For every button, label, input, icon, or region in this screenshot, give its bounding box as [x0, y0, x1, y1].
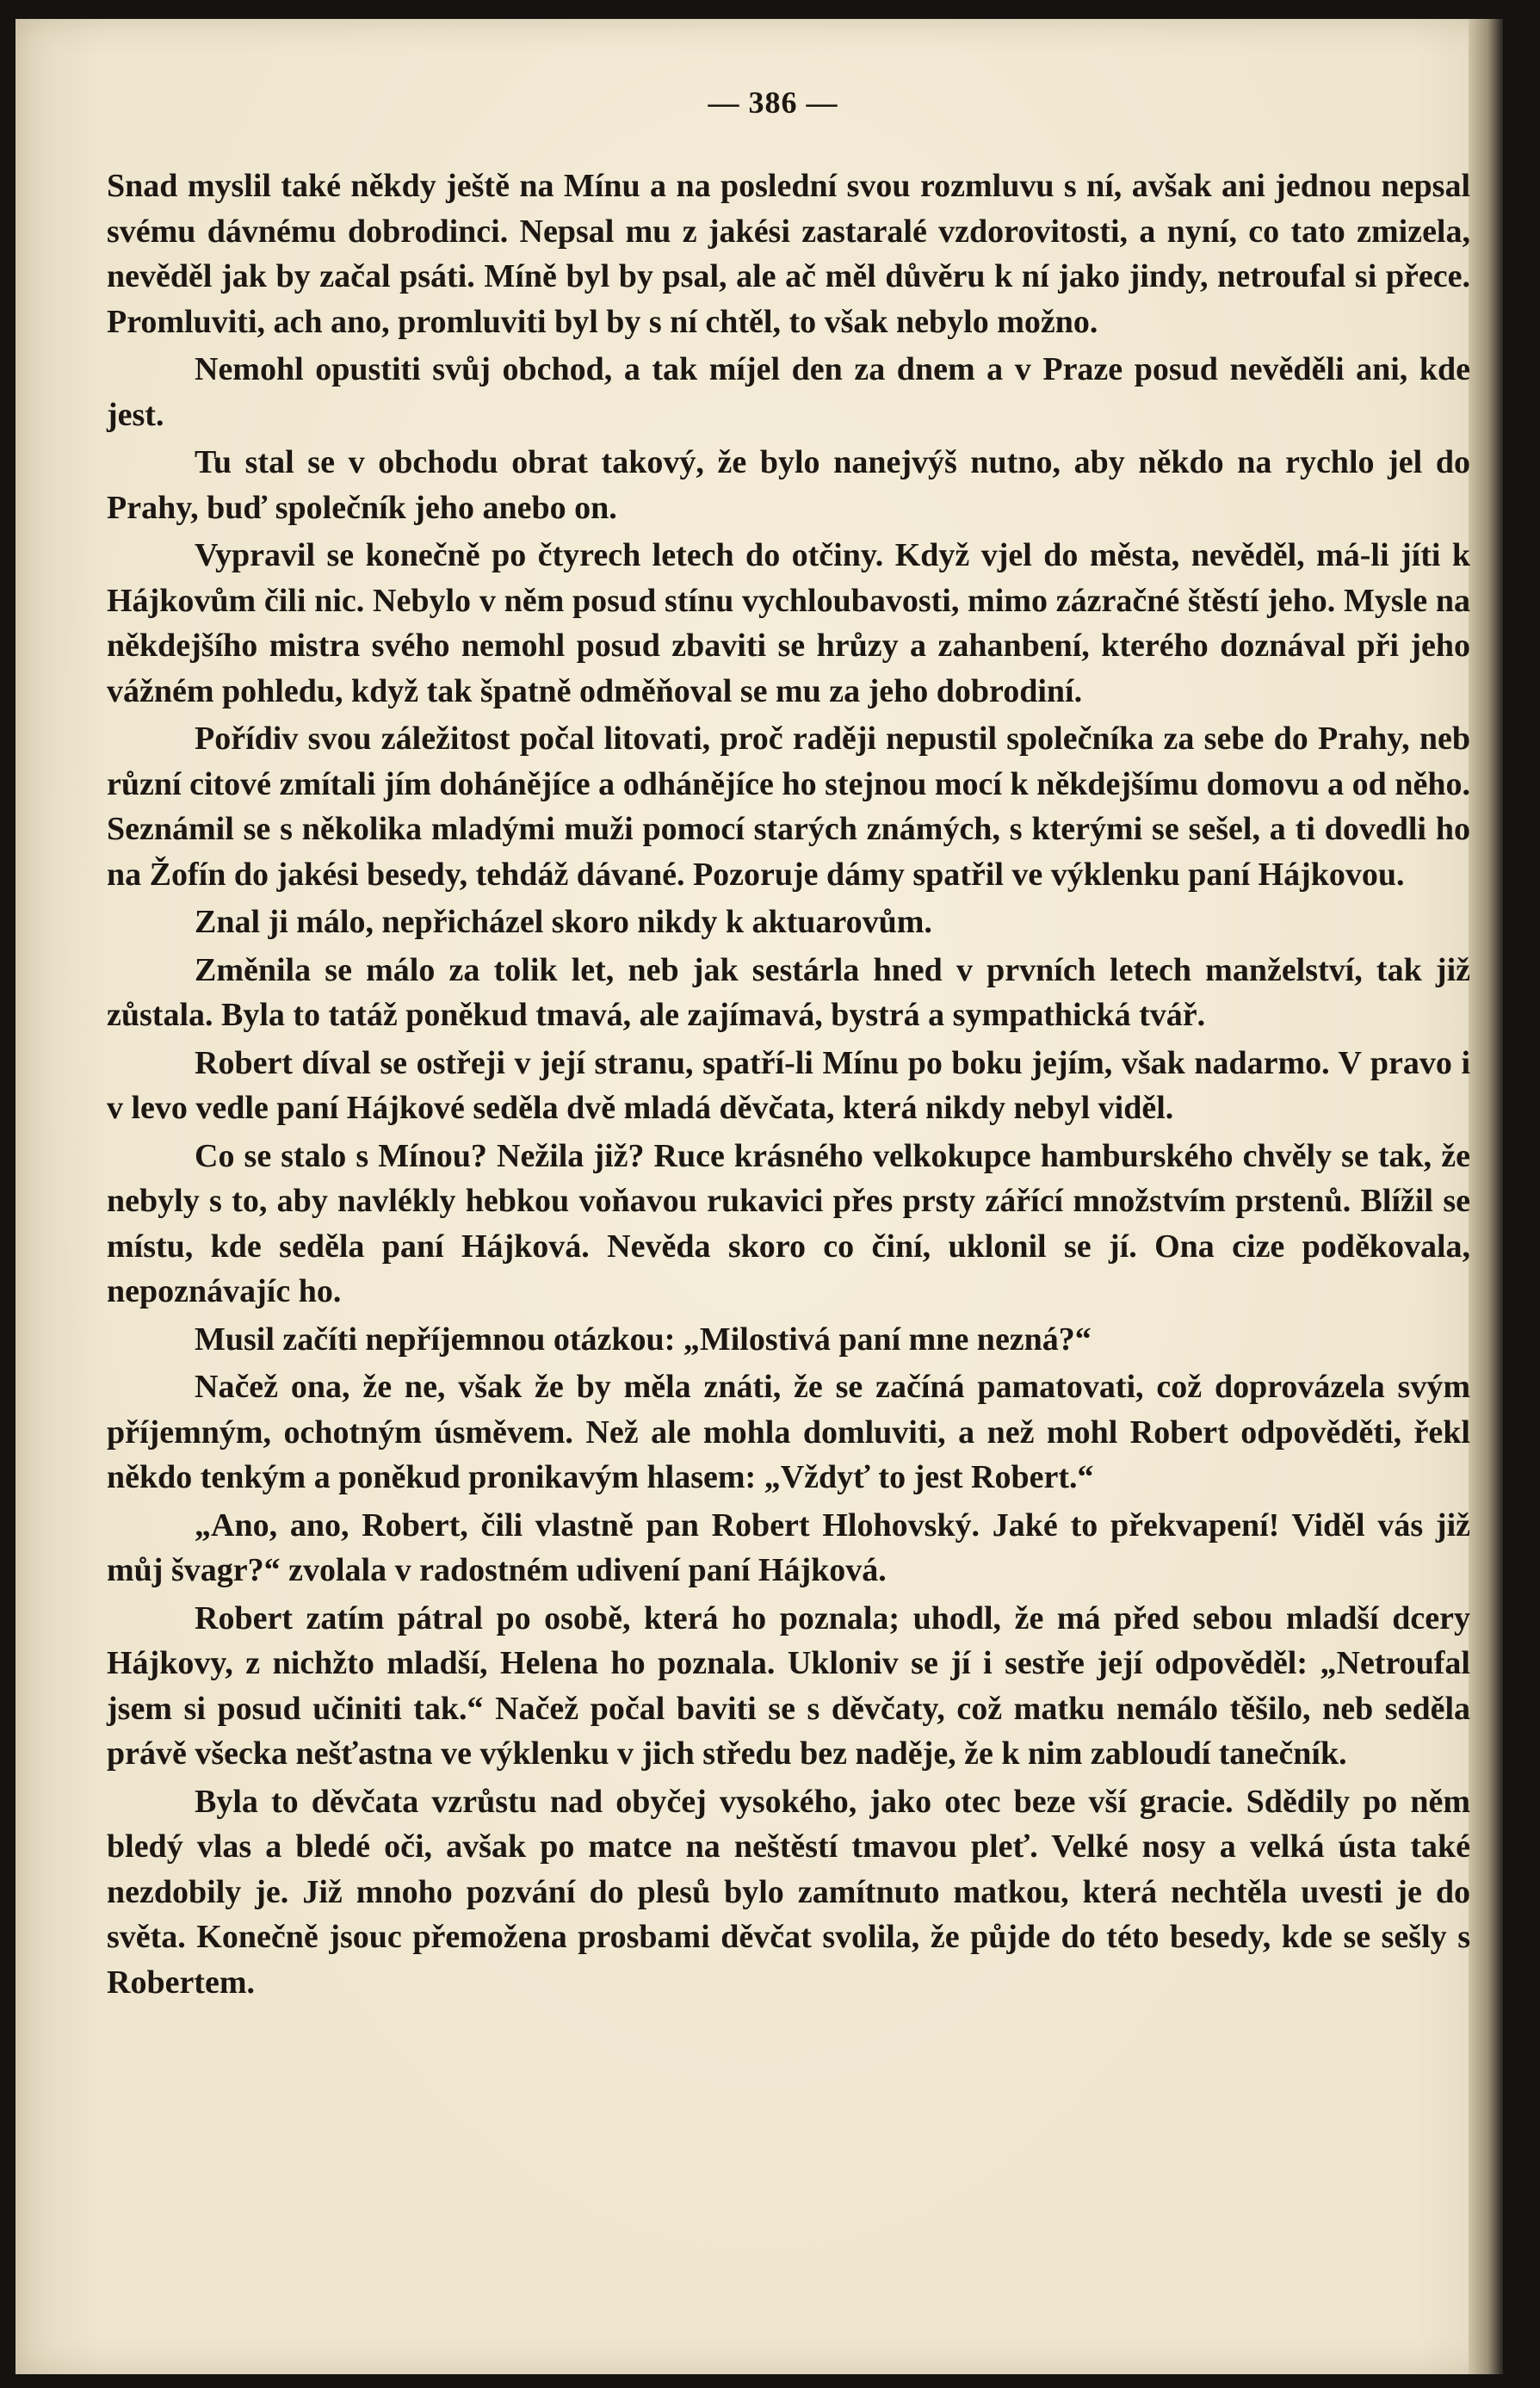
paragraph: Robert díval se ostřeji v její stranu, spatří-li Mínu po boku jejím, však nadarmo. V pravo i v levo vedle paní Hájkové seděla dvě mladá děvčata, která nikdy nebyl viděl.	[107, 1044, 1470, 1126]
paragraph: „Ano, ano, Robert, čili vlastně pan Robert Hlohovský. Jaké to překvapení! Viděl vás již můj švagr?“ zvolala v radostném udivení paní Hájková.	[107, 1506, 1470, 1588]
paragraph: Tu stal se v obchodu obrat takový, že bylo nanejvýš nutno, aby někdo na rychlo jel do Prahy, buď společník jeho anebo on.	[107, 444, 1470, 526]
body-text	[107, 164, 1470, 2008]
paragraph: Načež ona, že ne, však že by měla znáti, že se začíná pamatovati, což doprovázela svým příjemným, ochotným úsměvem. Než ale mohla domluviti, a než mohl Robert odpověděti, řekl někdo tenkým a poněkud pronikavým hlasem: „Vždyť to jest Robert.“	[107, 1369, 1470, 1495]
paragraph: Vypravil se konečně po čtyrech letech do otčiny. Když vjel do města, nevěděl, má-li jíti k Hájkovům čili nic. Nebylo v něm posud stínu vychloubavosti, mimo zázračné štěstí jeho. Mysle na někdejšího mistra svého nemohl posud zbaviti se hrůzy a zahanbení, kterého doznával při jeho vážném pohledu, když tak špatně odměňoval se mu za jeho dobrodiní.	[107, 537, 1470, 709]
page-edge-shadow	[1469, 19, 1503, 2374]
paragraph: Byla to děvčata vzrůstu nad obyčej vysokého, jako otec beze vší gracie. Sdědily po něm bledý vlas a bledé oči, avšak po matce na neštěstí tmavou pleť. Velké nosy a velká ústa také nezdobily je. Již mnoho pozvání do plesů bylo zamítnuto matkou, která nechtěla uvesti je do světa. Konečně jsouc přemožena prosbami děvčat svolila, že půjde do této besedy, kde se sešly s Robertem.	[107, 1783, 1470, 2001]
paragraph: Pořídiv svou záležitost počal litovati, proč raději nepustil společníka za sebe do Prahy, neb různí citové zmítali jím dohánějíce a odhánějíce ho stejnou mocí k někdejšímu domovu a od něho. Seznámil se s několika mladými muži pomocí starých známých, s kterými se sešel, a ti dovedli ho na Žofín do jakési besedy, tehdáž dávané. Pozoruje dámy spatřil ve výklenku paní Hájkovou.	[107, 721, 1470, 893]
book-page	[15, 19, 1503, 2374]
paragraph: Co se stalo s Mínou? Nežila již? Ruce krásného velkokupce hamburského chvěly se tak, že nebyly s to, aby navlékly hebkou voňavou rukavici přes prsty zářící množstvím prstenů. Blížil se místu, kde seděla paní Hájková. Nevěda skoro co činí, uklonil se jí. Ona cize poděkovala, nepoznávajíc ho.	[107, 1137, 1470, 1309]
paragraph: Robert zatím pátral po osobě, která ho poznala; uhodl, že má před sebou mladší dcery Hájkovy, z nichžto mladší, Helena ho poznala. Ukloniv se jí i sestře její odpověděl: „Netroufal jsem si posud učiniti tak.“ Načež počal baviti se s děvčaty, což matku nemálo těšilo, neb seděla právě všecka nešťastna ve výklenku v jich středu bez naděje, že k nim zabloudí tanečník.	[107, 1599, 1470, 1772]
paragraph: Změnila se málo za tolik let, neb jak sestárla hned v prvních letech manželství, tak již zůstala. Byla to tatáž poněkud tmavá, ale zajímavá, bystrá a sympathická tvář.	[107, 951, 1470, 1033]
paragraph: Musil začíti nepříjemnou otázkou: „Milostivá paní mne nezná?“	[195, 1321, 1092, 1358]
paragraph: Znal ji málo, nepřicházel skoro nikdy k aktuarovům.	[195, 904, 932, 940]
page-number: — 386 —	[708, 85, 838, 120]
paragraph: Snad myslil také někdy ještě na Mínu a na poslední svou rozmluvu s ní, avšak ani jednou nepsal svému dávnému dobrodinci. Nepsal mu z jakési zastaralé vzdorovitosti, a nyní, co tato zmizela, nevěděl jak by začal psáti. Míně byl by psal, ale ač měl důvěru k ní jako jindy, netroufal si přece. Promluviti, ach ano, promluviti byl by s ní chtěl, to však nebylo možno.	[107, 168, 1470, 340]
paragraph: Nemohl opustiti svůj obchod, a tak míjel den za dnem a v Praze posud nevěděli ani, kde jest.	[107, 351, 1470, 433]
